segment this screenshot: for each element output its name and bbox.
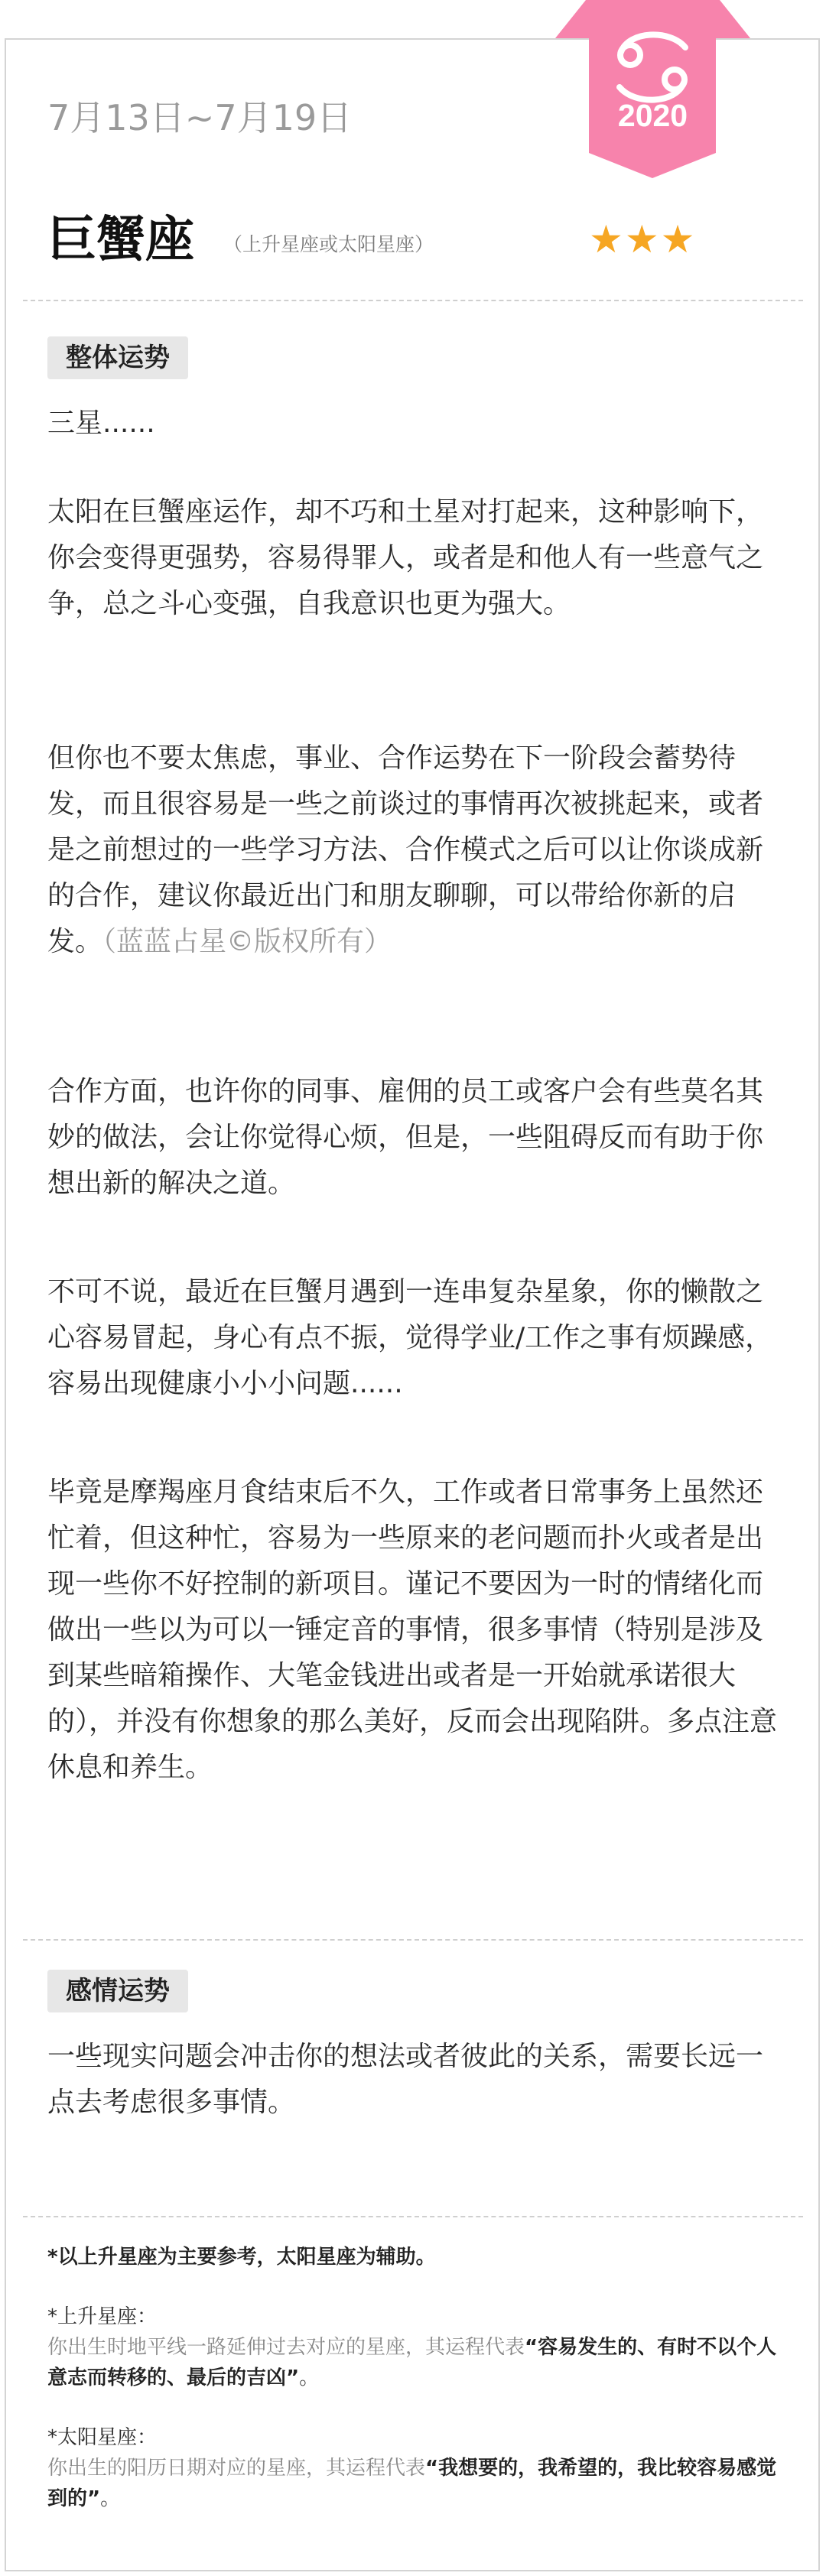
footnote-main-text: *以上升星座为主要参考，太阳星座为辅助。	[47, 2246, 436, 2269]
divider	[23, 2216, 803, 2217]
overall-paragraph-1: 三星......	[47, 408, 155, 439]
section-tag-love: 感情运势	[47, 1970, 188, 2012]
date-range: 7月13日~7月19日	[47, 97, 353, 138]
year-ribbon-badge	[555, 0, 750, 178]
copyright-note: （蓝蓝占星©版权所有）	[102, 926, 392, 957]
footnote-sun	[47, 2422, 782, 2514]
divider	[23, 1939, 803, 1941]
footnote-main	[47, 2242, 782, 2272]
year-label: 2020	[617, 98, 688, 133]
sun-title: *太阳星座：	[47, 2426, 158, 2449]
rising-desc: 你出生时地平线一路延伸过去对应的星座，其运程代表	[47, 2336, 525, 2359]
ribbon-shape	[555, 0, 750, 178]
overall-paragraph-2: 太阳在巨蟹座运作，却不巧和土星对打起来，这种影响下，你会变得更强势，容易得罪人，或者是和他人有一些意气之争，总之斗心变强，自我意识也更为强大。	[47, 496, 764, 619]
sun-quote: “我想要的，我希望的，我比较容易感觉到的”	[47, 2457, 777, 2510]
section-tag-overall: 整体运势	[47, 336, 188, 379]
sign-subtitle: （上升星座或太阳星座）	[223, 233, 434, 255]
footnote-rising	[47, 2302, 782, 2393]
overall-paragraph-5: 不可不说，最近在巨蟹月遇到一连串复杂星象，你的懒散之心容易冒起，身心有点不振，觉得学业/工作之事有烦躁感，容易出现健康小小小问题......	[47, 1276, 773, 1399]
overall-paragraph-3-text: 但你也不要太焦虑，事业、合作运势在下一阶段会蓄势待发，而且很容易是一些之前谈过的事情再次被挑起来，或者是之前想过的一些学习方法、合作模式之后可以让你谈成新的合作，建议你最近出门和朋友聊聊，可以带给你新的启发。	[47, 742, 764, 957]
rising-end: 。	[299, 2366, 320, 2389]
love-paragraph-1: 一些现实问题会冲击你的想法或者彼此的关系，需要长远一点去考虑很多事情。	[47, 2041, 764, 2118]
rising-quote: “容易发生的、有时不以个人意志而转移的、最后的吉凶”	[47, 2336, 777, 2389]
divider	[23, 300, 803, 301]
overall-paragraph-4: 合作方面，也许你的同事、雇佣的员工或客户会有些莫名其妙的做法，会让你觉得心烦，但是，一些阻碍反而有助于你想出新的解决之道。	[47, 1076, 764, 1199]
rising-title: *上升星座：	[47, 2305, 158, 2328]
sun-desc: 你出生的阳历日期对应的星座，其运程代表	[47, 2457, 426, 2480]
sun-end: 。	[100, 2487, 121, 2510]
sign-title: 巨蟹座	[47, 212, 194, 268]
overall-paragraph-3	[47, 736, 782, 965]
overall-paragraph-6: 毕竟是摩羯座月食结束后不久，工作或者日常事务上虽然还忙着，但这种忙，容易为一些原来的老问题而扑火或者是出现一些你不好控制的新项目。谨记不要因为一时的情绪化而做出一些以为可以一锤定音的事情，很多事情（特别是涉及到某些暗箱操作、大笔金钱进出或者是一开始就承诺很大的），并没有你想象的那么美好，反而会出现陷阱。多点注意休息和养生。	[47, 1476, 778, 1783]
star-rating: ★★★	[589, 217, 697, 261]
